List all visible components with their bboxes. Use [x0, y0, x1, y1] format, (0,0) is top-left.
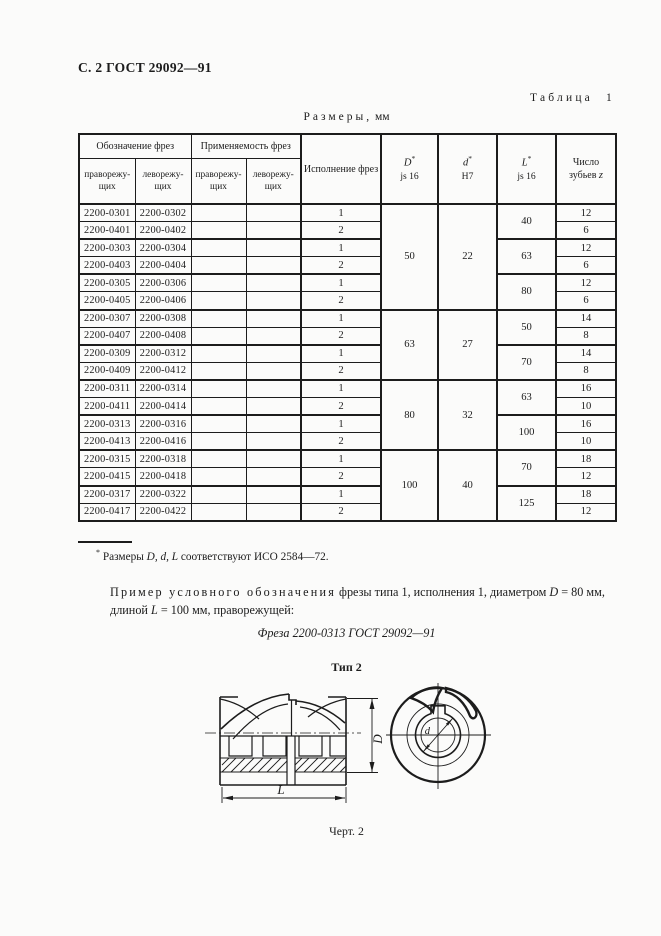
- footnote-marker: *: [411, 154, 416, 164]
- tooth-fluke-right: [446, 688, 476, 718]
- teeth-count-cell: 10: [556, 398, 616, 416]
- applicability-right-cell: [191, 450, 246, 468]
- designation-left-cell: 2200-0412: [135, 362, 191, 380]
- applicability-left-cell: [246, 292, 301, 310]
- designation-right-cell: 2200-0303: [79, 239, 135, 257]
- applicability-right-cell: [191, 380, 246, 398]
- designation-right-cell: 2200-0317: [79, 486, 135, 504]
- col-header-designation: Обозначение фрез: [79, 134, 191, 159]
- designation-left-cell: 2200-0402: [135, 222, 191, 240]
- teeth-count-cell: 12: [556, 274, 616, 292]
- L-value-cell: 70: [497, 345, 556, 380]
- designation-left-cell: 2200-0312: [135, 345, 191, 363]
- d-value-cell: 27: [438, 310, 497, 380]
- teeth-count-cell: 18: [556, 486, 616, 504]
- applicability-right-cell: [191, 433, 246, 451]
- designation-left-cell: 2200-0318: [135, 450, 191, 468]
- designation-left-cell: 2200-0304: [135, 239, 191, 257]
- designation-right-cell: 2200-0311: [79, 380, 135, 398]
- applicability-right-cell: [191, 415, 246, 433]
- teeth-symbol: z: [598, 169, 604, 181]
- designation-right-cell: 2200-0403: [79, 257, 135, 275]
- example-designation: Фреза 2200-0313 ГОСТ 29092—91: [257, 626, 436, 640]
- applicability-left-cell: [246, 398, 301, 416]
- footnote-vars: D, d, L: [146, 550, 179, 563]
- d-tolerance: H7: [461, 171, 474, 183]
- execution-cell: 1: [301, 415, 381, 433]
- designation-left-cell: 2200-0322: [135, 486, 191, 504]
- execution-cell: 1: [301, 450, 381, 468]
- designation-right-cell: 2200-0409: [79, 362, 135, 380]
- designation-right-cell: 2200-0307: [79, 310, 135, 328]
- D-tolerance: js 16: [400, 171, 419, 183]
- designation-right-cell: 2200-0313: [79, 415, 135, 433]
- designation-left-cell: 2200-0406: [135, 292, 191, 310]
- designation-left-cell: 2200-0306: [135, 274, 191, 292]
- execution-cell: 1: [301, 239, 381, 257]
- table-label: Таблица 1: [530, 92, 615, 104]
- applicability-right-cell: [191, 362, 246, 380]
- D-value-cell: 80: [381, 380, 438, 450]
- table-row: [79, 239, 616, 257]
- applicability-right-cell: [191, 503, 246, 521]
- hatch-right: [295, 758, 346, 772]
- hatch-left: [222, 758, 287, 772]
- dimensions-table: [78, 133, 617, 522]
- applicability-left-cell: [246, 310, 301, 328]
- col-header-execution: Исполнение фрез: [301, 134, 381, 204]
- footnote-marker: *: [527, 154, 532, 164]
- example-line-1: [78, 583, 618, 620]
- col-header-d: [438, 134, 497, 204]
- teeth-count-cell: 16: [556, 380, 616, 398]
- applicability-right-cell: [191, 486, 246, 504]
- applicability-left-cell: [246, 380, 301, 398]
- designation-right-cell: 2200-0315: [79, 450, 135, 468]
- header-row-1: [79, 134, 616, 159]
- execution-cell: 1: [301, 274, 381, 292]
- applicability-left-cell: [246, 327, 301, 345]
- teeth-count-cell: 12: [556, 204, 616, 222]
- d-value-cell: 40: [438, 450, 497, 520]
- footnote-text-2: соответствуют ИСО 2584—72.: [180, 550, 329, 563]
- page-header: С. 2 ГОСТ 29092—91: [78, 60, 212, 75]
- designation-right-cell: 2200-0411: [79, 398, 135, 416]
- table-row: [79, 345, 616, 363]
- L-tolerance: js 16: [517, 171, 536, 183]
- L-value-cell: 50: [497, 310, 556, 345]
- applicability-left-cell: [246, 362, 301, 380]
- designation-left-cell: 2200-0408: [135, 327, 191, 345]
- designation-left-cell: 2200-0422: [135, 503, 191, 521]
- cutter-side-view: [205, 694, 361, 785]
- designation-left-cell: 2200-0414: [135, 398, 191, 416]
- designation-right-cell: 2200-0405: [79, 292, 135, 310]
- teeth-count-cell: 10: [556, 433, 616, 451]
- L-value-cell: 63: [497, 380, 556, 415]
- teeth-count-cell: 12: [556, 503, 616, 521]
- designation-left-cell: 2200-0316: [135, 415, 191, 433]
- figure-drawing: [185, 678, 520, 810]
- applicability-right-cell: [191, 222, 246, 240]
- table-row: [79, 310, 616, 328]
- teeth-count-cell: 12: [556, 468, 616, 486]
- L-value-cell: 70: [497, 450, 556, 485]
- applicability-right-cell: [191, 292, 246, 310]
- designation-left-cell: 2200-0314: [135, 380, 191, 398]
- d-value-cell: 32: [438, 380, 497, 450]
- figure-caption: Черт. 2: [329, 824, 364, 838]
- teeth-count-cell: 14: [556, 345, 616, 363]
- example-var-L: L: [151, 603, 158, 618]
- teeth-count-cell: 8: [556, 327, 616, 345]
- teeth-label-2: зубьев: [569, 169, 597, 181]
- L-symbol: L: [521, 157, 528, 169]
- execution-cell: 1: [301, 345, 381, 363]
- teeth-label-1: Число: [572, 156, 600, 168]
- applicability-right-cell: [191, 257, 246, 275]
- applicability-right-cell: [191, 310, 246, 328]
- execution-cell: 2: [301, 398, 381, 416]
- L-value-cell: 40: [497, 204, 556, 239]
- execution-cell: 1: [301, 380, 381, 398]
- execution-cell: 2: [301, 503, 381, 521]
- example-lead: Пример условного обозначения: [110, 585, 336, 599]
- execution-cell: 2: [301, 468, 381, 486]
- designation-left-cell: 2200-0418: [135, 468, 191, 486]
- designation-left-cell: 2200-0404: [135, 257, 191, 275]
- L-value-cell: 63: [497, 239, 556, 274]
- teeth-count-cell: 6: [556, 257, 616, 275]
- table-row: [79, 274, 616, 292]
- example-paragraph: [78, 583, 618, 620]
- applicability-left-cell: [246, 450, 301, 468]
- execution-cell: 1: [301, 310, 381, 328]
- footnote-text: Размеры: [102, 550, 144, 563]
- teeth-count-cell: 8: [556, 362, 616, 380]
- applicability-right-cell: [191, 274, 246, 292]
- execution-cell: 1: [301, 204, 381, 222]
- cutter-front-view: [386, 683, 491, 789]
- applicability-left-cell: [246, 222, 301, 240]
- designation-right-cell: 2200-0413: [79, 433, 135, 451]
- table-row: [79, 380, 616, 398]
- applicability-right-cell: [191, 468, 246, 486]
- teeth-count-cell: 12: [556, 239, 616, 257]
- teeth-count-cell: 16: [556, 415, 616, 433]
- D-value-cell: 63: [381, 310, 438, 380]
- designation-right-cell: 2200-0309: [79, 345, 135, 363]
- D-value-cell: 100: [381, 450, 438, 520]
- d-value-cell: 22: [438, 204, 497, 310]
- teeth-count-cell: 18: [556, 450, 616, 468]
- teeth-count-cell: 14: [556, 310, 616, 328]
- designation-right-cell: 2200-0407: [79, 327, 135, 345]
- applicability-left-cell: [246, 345, 301, 363]
- designation-right-cell: 2200-0305: [79, 274, 135, 292]
- col-header-applicability: Применяемость фрез: [191, 134, 301, 159]
- designation-right-cell: 2200-0417: [79, 503, 135, 521]
- execution-cell: 2: [301, 292, 381, 310]
- applicability-right-cell: [191, 239, 246, 257]
- applicability-right-cell: [191, 204, 246, 222]
- example-text-3: длиной: [110, 603, 148, 618]
- designation-right-cell: 2200-0415: [79, 468, 135, 486]
- L-value-cell: 100: [497, 415, 556, 450]
- teeth-count-cell: 6: [556, 292, 616, 310]
- footnote-marker: *: [468, 154, 473, 164]
- execution-cell: 1: [301, 486, 381, 504]
- table-title-text: Размеры,: [303, 111, 373, 123]
- table-row: [79, 415, 616, 433]
- figure-type-label: Тип 2: [331, 660, 362, 674]
- tooth-fluke-left: [411, 687, 442, 712]
- execution-cell: 2: [301, 433, 381, 451]
- subheader-designation-right: праворежу-щих: [79, 159, 135, 205]
- applicability-right-cell: [191, 398, 246, 416]
- execution-cell: 2: [301, 362, 381, 380]
- example-text: фрезы типа 1, исполнения 1, диаметром: [339, 585, 547, 599]
- example-var-D: D: [549, 585, 559, 599]
- col-header-L: [497, 134, 556, 204]
- dimension-L-label: L: [277, 782, 285, 797]
- col-header-D: [381, 134, 438, 204]
- footnote-star: *: [96, 548, 100, 557]
- table-row: [79, 204, 616, 222]
- footnote-rule: [78, 541, 132, 543]
- designation-right-cell: 2200-0401: [79, 222, 135, 240]
- applicability-left-cell: [246, 257, 301, 275]
- designation-left-cell: 2200-0416: [135, 433, 191, 451]
- designation-left-cell: 2200-0302: [135, 204, 191, 222]
- example-text-4: = 100 мм, праворежущей:: [160, 603, 295, 618]
- d-symbol: d: [463, 157, 469, 169]
- subheader-applicability-right: праворежу-щих: [191, 159, 246, 205]
- table-title: [78, 111, 615, 123]
- applicability-right-cell: [191, 345, 246, 363]
- applicability-left-cell: [246, 486, 301, 504]
- subheader-designation-left: леворежу-щих: [135, 159, 191, 205]
- applicability-left-cell: [246, 433, 301, 451]
- applicability-left-cell: [246, 468, 301, 486]
- execution-cell: 2: [301, 257, 381, 275]
- applicability-left-cell: [246, 204, 301, 222]
- applicability-left-cell: [246, 415, 301, 433]
- execution-cell: 2: [301, 327, 381, 345]
- col-header-teeth: [556, 134, 616, 204]
- applicability-right-cell: [191, 327, 246, 345]
- table-row: [79, 450, 616, 468]
- table-title-unit: мм: [374, 111, 390, 123]
- D-value-cell: 50: [381, 204, 438, 310]
- example-text-2: = 80 мм,: [561, 585, 605, 599]
- dimension-d-label: d: [424, 726, 430, 737]
- L-value-cell: 125: [497, 486, 556, 521]
- designation-left-cell: 2200-0308: [135, 310, 191, 328]
- D-symbol: D: [403, 157, 412, 169]
- subheader-applicability-left: леворежу-щих: [246, 159, 301, 205]
- dimension-D-label: D: [370, 734, 385, 744]
- dimension-D: [347, 699, 385, 773]
- footnote: [96, 548, 329, 563]
- applicability-left-cell: [246, 274, 301, 292]
- L-value-cell: 80: [497, 274, 556, 309]
- applicability-left-cell: [246, 239, 301, 257]
- table-row: [79, 486, 616, 504]
- designation-right-cell: 2200-0301: [79, 204, 135, 222]
- applicability-left-cell: [246, 503, 301, 521]
- execution-cell: 2: [301, 222, 381, 240]
- teeth-count-cell: 6: [556, 222, 616, 240]
